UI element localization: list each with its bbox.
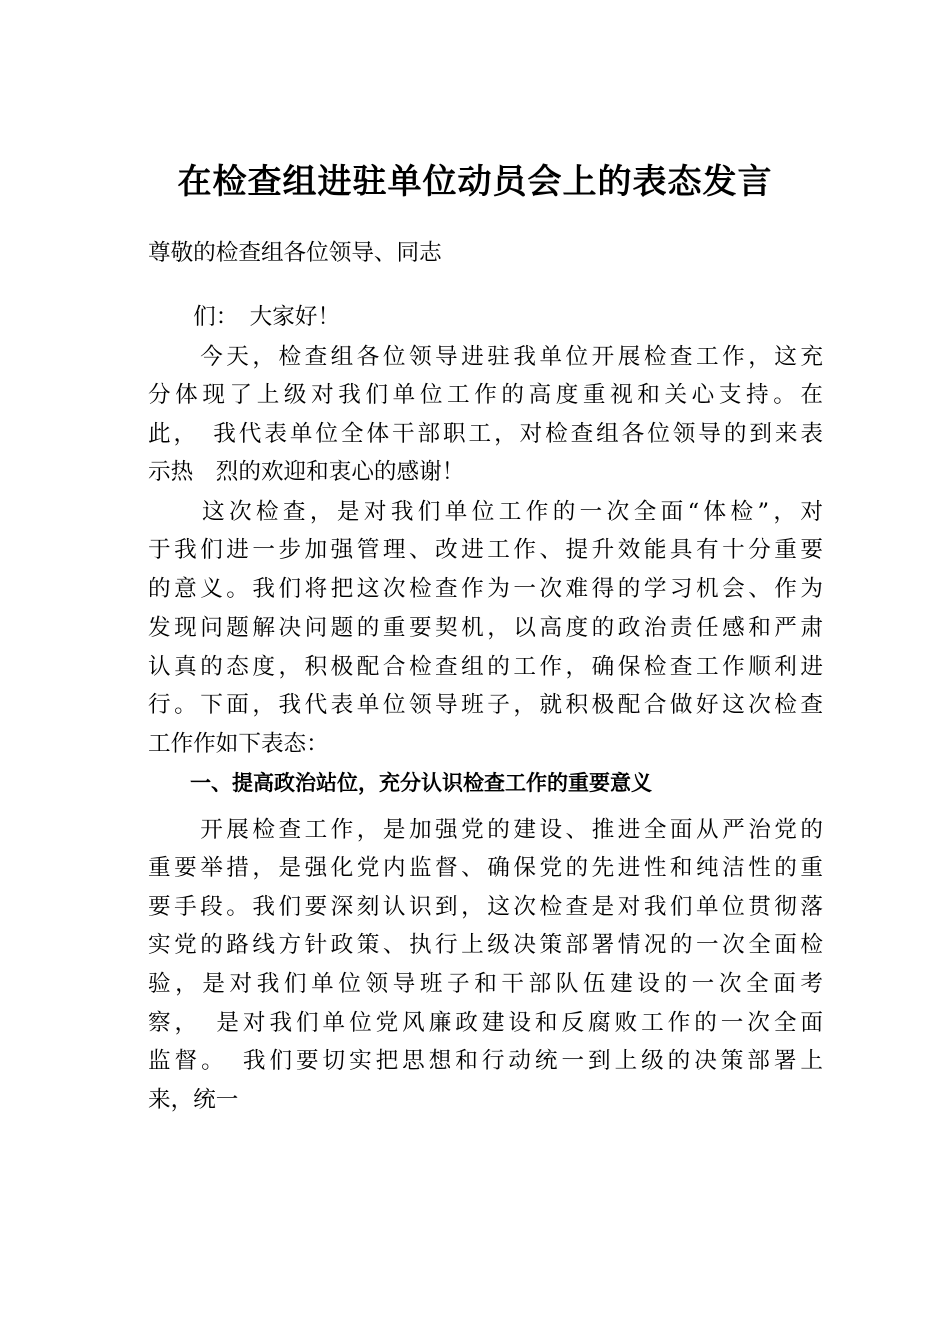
body-line: 尊敬的检查组各位领导、同志 [148,240,442,266]
body-line: 认真的态度，积极配合检查组的工作，确保检查工作顺利进 [148,654,823,680]
body-line: 实党的路线方针政策、执行上级决策部署情况的一次全面检 [148,932,823,958]
body-line: 分体现了上级对我们单位工作的高度重视和关心支持。在 [148,382,823,408]
body-line: 验，是对我们单位领导班子和干部队伍建设的一次全面考 [148,971,823,997]
body-line: 行。下面，我代表单位领导班子，就积极配合做好这次检查 [148,692,823,718]
body-line: 来，统一 [148,1087,239,1113]
body-line: 要手段。我们要深刻认识到，这次检查是对我们单位贯彻落 [148,894,823,920]
section-heading: 一、提高政治站位，充分认识检查工作的重要意义 [148,771,652,795]
body-line: 监督。 我们要切实把思想和行动统一到上级的决策部署上 [148,1048,823,1074]
body-line: 工作作如下表态： [148,731,329,757]
body-line: 今天，检查组各位领导进驻我单位开展检查工作，这充 [148,344,823,370]
body-line: 此， 我代表单位全体干部职工，对检查组各位领导的到来表 [148,421,823,447]
body-line: 发现问题解决问题的重要契机，以高度的政治责任感和严肃 [148,615,823,641]
body-line: 这次检查，是对我们单位工作的一次全面“体检”，对 [148,499,823,525]
body-line: 们： 大家好！ [148,304,341,330]
body-line: 于我们进一步加强管理、改进工作、提升效能具有十分重要 [148,537,823,563]
body-line: 重要举措，是强化党内监督、确保党的先进性和纯洁性的重 [148,855,823,881]
document-title: 在检查组进驻单位动员会上的表态发言 [177,162,773,202]
body-line: 察， 是对我们单位党风廉政建设和反腐败工作的一次全面 [148,1010,823,1036]
body-line: 的意义。我们将把这次检查作为一次难得的学习机会、作为 [148,576,823,602]
body-line: 示热 烈的欢迎和衷心的感谢！ [148,459,465,485]
body-line: 开展检查工作，是加强党的建设、推进全面从严治党的 [148,817,823,843]
